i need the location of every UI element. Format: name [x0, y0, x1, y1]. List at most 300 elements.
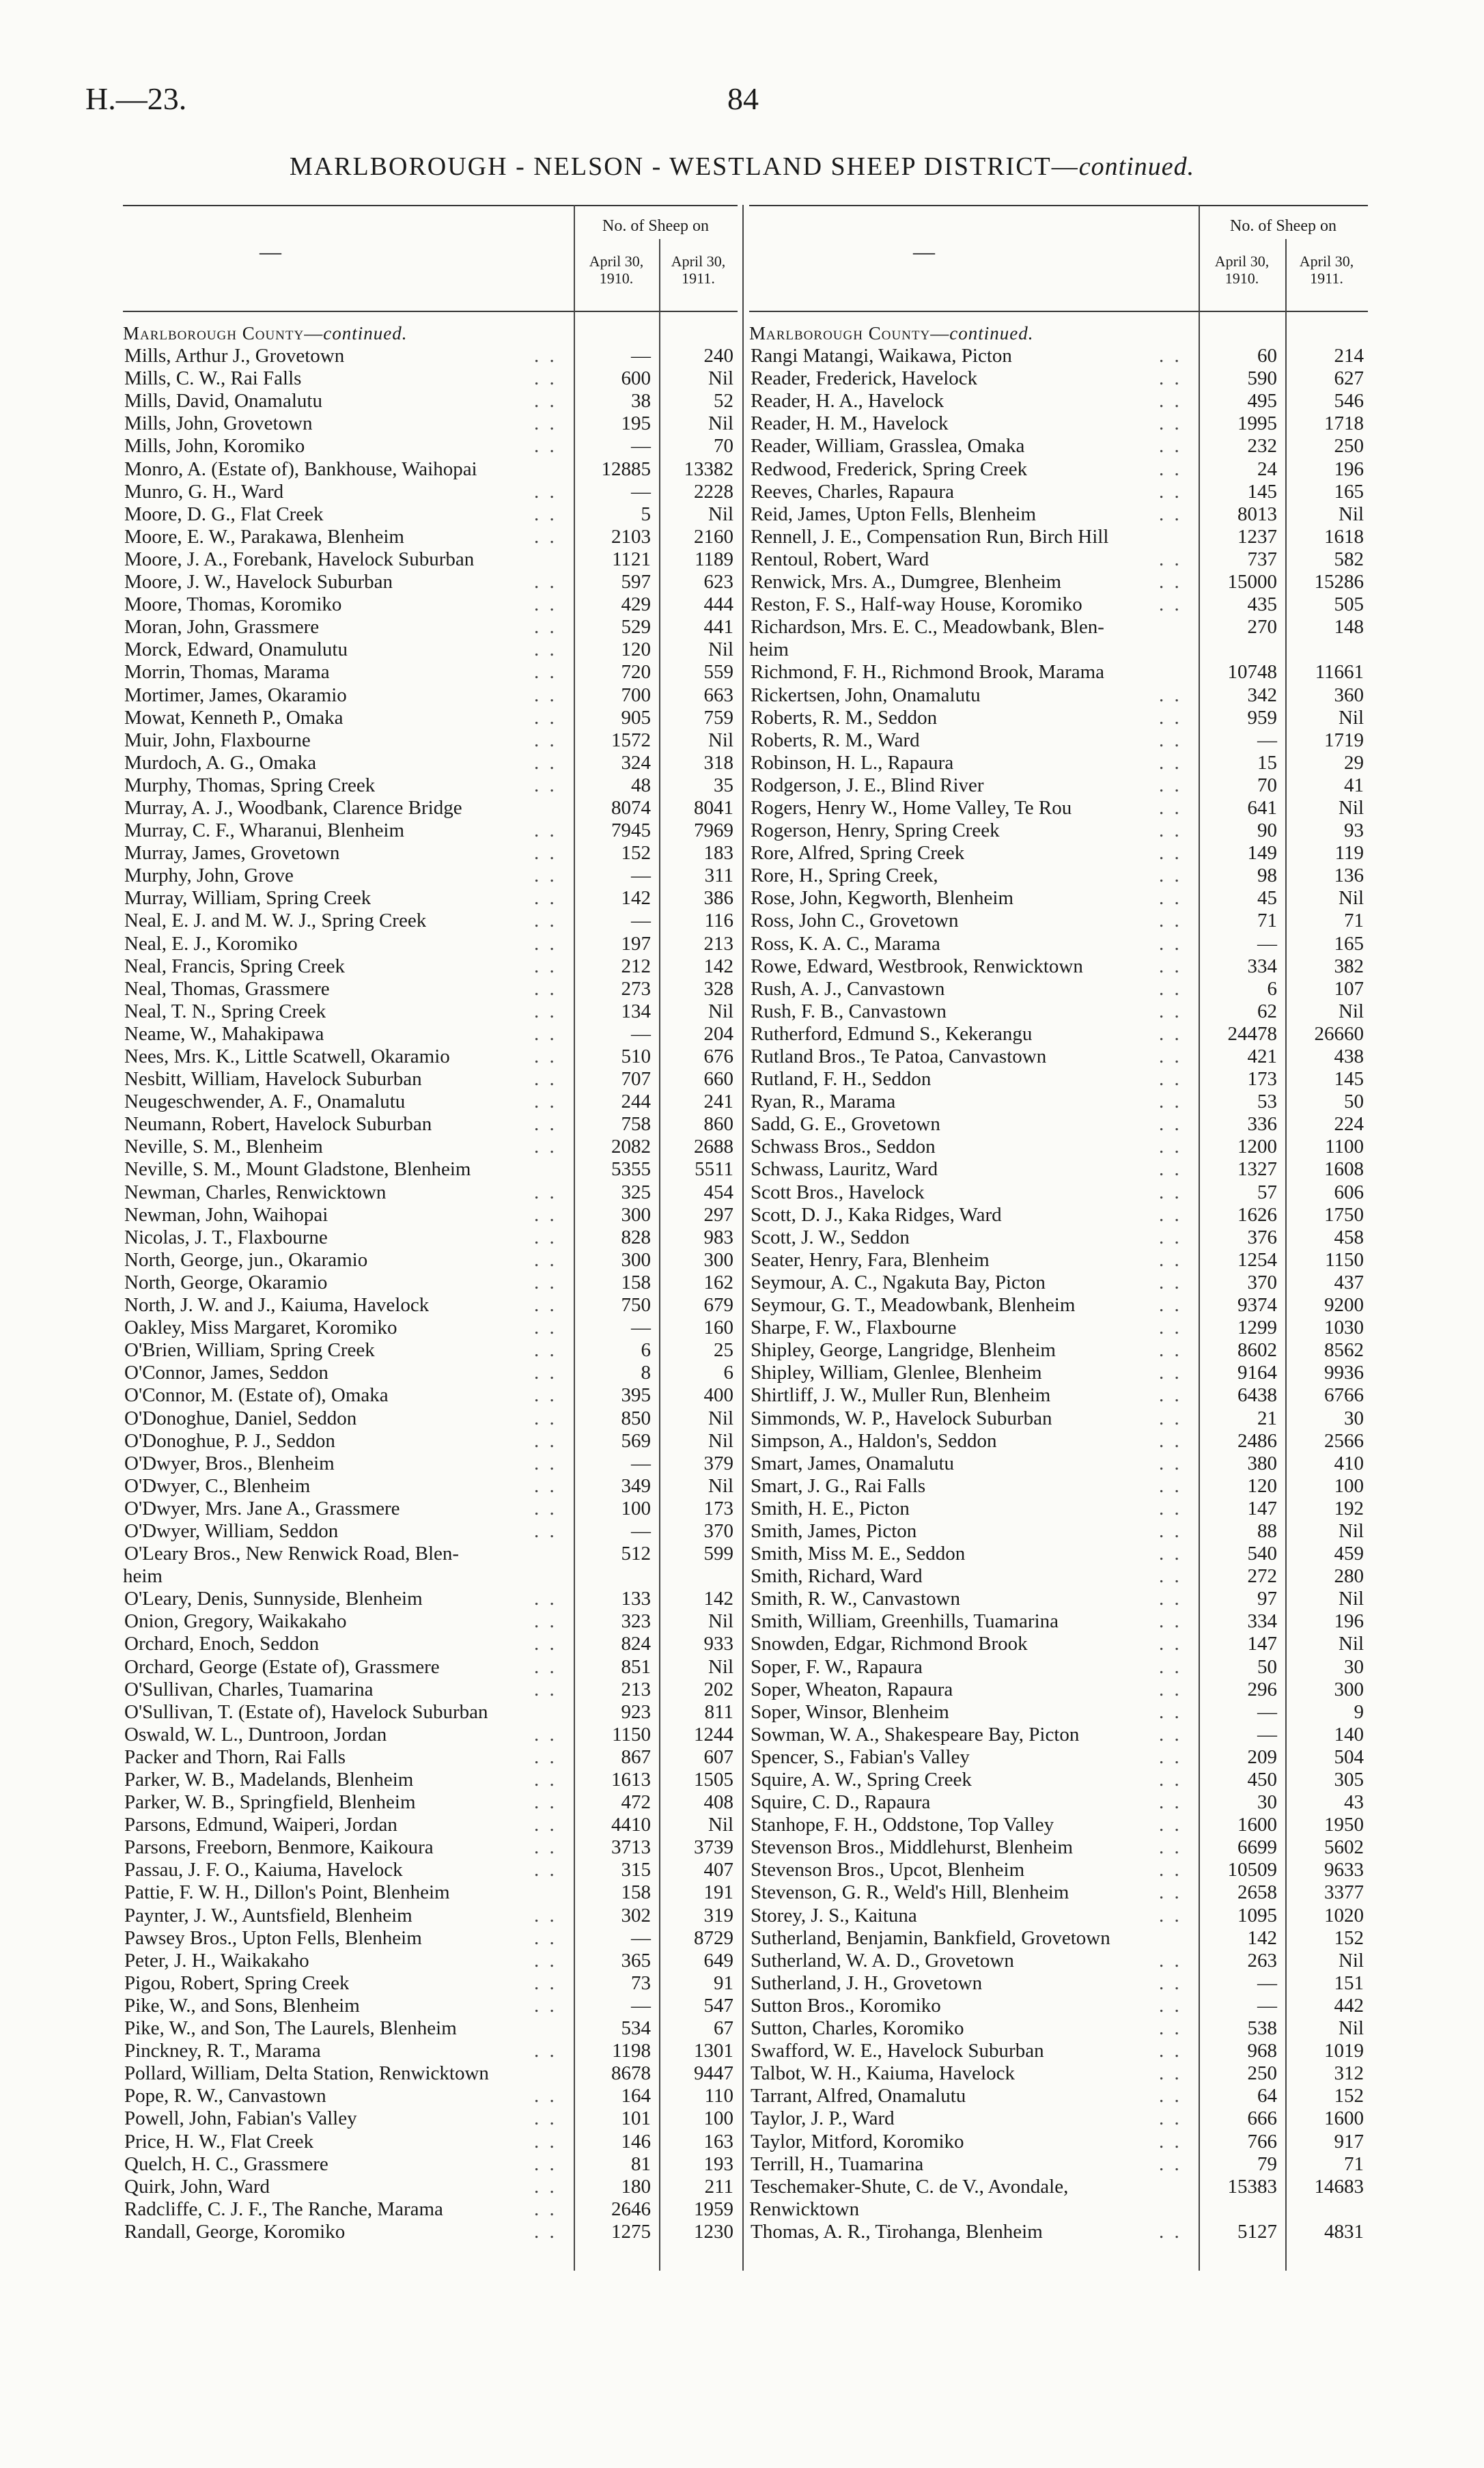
owner-name: Smith, Richard, Ward	[751, 1565, 923, 1588]
owner-name: Moore, E. W., Parakawa, Blenheim	[124, 525, 404, 548]
sheep-1911: 360	[1334, 684, 1364, 706]
sheep-1910: 750	[621, 1294, 651, 1317]
owner-name: Sutton, Charles, Koromiko	[751, 2017, 964, 2040]
owner-name: Spencer, S., Fabian's Valley	[751, 1745, 970, 1768]
table-row	[123, 1814, 738, 1836]
sheep-1910: 641	[1247, 796, 1277, 819]
leader-dots: . .	[1159, 706, 1182, 729]
leader-dots: . .	[534, 932, 557, 955]
table-row	[123, 1633, 738, 1655]
table-row	[123, 661, 738, 684]
leader-dots: . .	[534, 774, 557, 796]
owner-name: Pawsey Bros., Upton Fells, Blenheim	[124, 1926, 422, 1949]
owner-name: Robinson, H. L., Rapaura	[751, 751, 954, 774]
sheep-1910: —	[631, 1022, 651, 1045]
sheep-1911: Nil	[708, 1474, 733, 1497]
leader-dots: . .	[534, 1068, 557, 1091]
owner-name: Tarrant, Alfred, Onamalutu	[751, 2085, 966, 2107]
leader-dots: . .	[534, 1384, 557, 1407]
owner-name: Sharpe, F. W., Flaxbourne	[751, 1317, 957, 1339]
table-row	[123, 458, 738, 481]
sheep-1911: 459	[1334, 1543, 1364, 1565]
sheep-1911: 192	[1334, 1497, 1364, 1519]
sheep-1911: Nil	[708, 1655, 733, 1678]
sheep-1910: 380	[1247, 1452, 1277, 1474]
table-row	[749, 1679, 1368, 1701]
sheep-1911: 2688	[694, 1136, 733, 1158]
table-row	[749, 1633, 1368, 1655]
leader-dots: . .	[1159, 367, 1182, 390]
leader-dots: . .	[1159, 2153, 1182, 2175]
sheep-1911: 559	[703, 661, 733, 684]
sheep-1911: 370	[703, 1519, 733, 1542]
table-row	[123, 616, 738, 639]
owner-name: Passau, J. F. O., Kaiuma, Havelock	[124, 1859, 403, 1881]
leader-dots: . .	[534, 390, 557, 412]
sheep-1911: 1020	[1324, 1904, 1364, 1926]
table-row	[749, 1791, 1368, 1814]
leader-dots: . .	[534, 1836, 557, 1859]
owner-name: Radcliffe, C. J. F., The Ranche, Marama	[124, 2198, 443, 2220]
leader-dots: . .	[534, 2220, 557, 2243]
sheep-1911: 41	[1344, 774, 1364, 796]
leader-dots: . .	[534, 2107, 557, 2130]
sheep-1910: 232	[1247, 435, 1277, 458]
sheep-1911: 1608	[1324, 1158, 1364, 1181]
owner-name: Swafford, W. E., Havelock Suburban	[751, 2040, 1044, 2062]
sheep-1910: 336	[1247, 1113, 1277, 1136]
leader-dots: . .	[1159, 1700, 1182, 1723]
sheep-1910: —	[631, 865, 651, 887]
sheep-1910: —	[631, 480, 651, 503]
sheep-1911: 173	[703, 1497, 733, 1519]
owner-name: Taylor, J. P., Ward	[751, 2107, 895, 2130]
sheep-1910: 597	[621, 571, 651, 593]
year-1911-year: 1911.	[682, 270, 715, 287]
table-row	[749, 910, 1368, 932]
sheep-1910: 97	[1257, 1588, 1277, 1610]
owner-name: O'Dwyer, William, Seddon	[124, 1519, 339, 1542]
sheep-1911: 196	[1334, 458, 1364, 480]
table-row	[123, 1588, 738, 1610]
year-1911-date: April 30,	[1299, 253, 1354, 270]
sheep-1910: 195	[621, 412, 651, 435]
table-row	[749, 1814, 1368, 1836]
owner-name: Orchard, Enoch, Seddon	[124, 1633, 320, 1655]
sheep-1910: 1200	[1237, 1136, 1277, 1158]
owner-name: Murphy, Thomas, Spring Creek	[124, 774, 376, 796]
table-row	[749, 661, 1368, 684]
sheep-1910: —	[631, 1317, 651, 1339]
table-row	[749, 1362, 1368, 1384]
sheep-1911: Nil	[708, 1814, 733, 1836]
table-row	[123, 1204, 738, 1226]
owner-name: Murray, William, Spring Creek	[124, 887, 372, 910]
sheep-1910: 905	[621, 706, 651, 729]
owner-name: Ross, John C., Grovetown	[751, 910, 959, 932]
sheep-1910: 15	[1257, 751, 1277, 774]
sheep-1911: 408	[703, 1791, 733, 1814]
leader-dots: . .	[1159, 2017, 1182, 2040]
sheep-1910: 15000	[1227, 571, 1277, 593]
owner-name: Squire, A. W., Spring Creek	[751, 1769, 972, 1791]
owner-name: Price, H. W., Flat Creek	[124, 2130, 314, 2153]
table-row	[123, 1384, 738, 1407]
table-row	[123, 503, 738, 526]
sheep-1910: 325	[621, 1181, 651, 1203]
leader-dots: . .	[534, 910, 557, 932]
table-row	[123, 1113, 738, 1136]
sheep-1910: 472	[621, 1791, 651, 1814]
owner-name: Neal, E. J. and M. W. J., Spring Creek	[124, 910, 427, 932]
sheep-1911: 71	[1344, 2153, 1364, 2175]
owner-name: Moore, D. G., Flat Creek	[124, 503, 324, 525]
leader-dots: . .	[534, 1949, 557, 1972]
sheep-1910: 147	[1247, 1633, 1277, 1655]
owner-name: Thomas, A. R., Tirohanga, Blenheim	[751, 2220, 1043, 2243]
leader-dots: . .	[1159, 819, 1182, 842]
owner-name: Terrill, H., Tuamarina	[751, 2153, 924, 2175]
sheep-1911: 107	[1334, 977, 1364, 1000]
leader-dots: . .	[534, 1429, 557, 1452]
year-1911-year: 1911.	[1310, 270, 1343, 287]
owner-name: Rowe, Edward, Westbrook, Renwicktown	[751, 955, 1083, 977]
leader-dots: . .	[534, 480, 557, 503]
owner-name: Murphy, John, Grove	[124, 865, 294, 887]
owner-name: Snowden, Edgar, Richmond Brook	[751, 1633, 1028, 1655]
sheep-1910: 2646	[611, 2198, 651, 2220]
owner-name: Talbot, W. H., Kaiuma, Havelock	[751, 2062, 1015, 2085]
sheep-1910: 510	[621, 1046, 651, 1067]
table-row	[749, 458, 1368, 481]
table-row	[749, 616, 1368, 639]
table-row	[749, 1046, 1368, 1068]
table-row	[749, 1249, 1368, 1272]
leader-dots: . .	[1159, 1407, 1182, 1429]
title-main: MARLBOROUGH - NELSON - WESTLAND SHEEP DISTRICT—	[289, 152, 1079, 181]
sheep-1910: 334	[1247, 955, 1277, 977]
table-row	[123, 481, 738, 503]
leader-dots: . .	[1159, 1022, 1182, 1045]
table-row	[749, 1158, 1368, 1181]
table-row	[749, 1317, 1368, 1339]
sheep-1911: 311	[704, 865, 733, 887]
sheep-1911: 300	[703, 1248, 733, 1271]
owner-name: Monro, A. (Estate of), Bankhouse, Waihopai	[124, 458, 477, 480]
leader-dots: . .	[1159, 1610, 1182, 1633]
leader-dots: . .	[534, 1972, 557, 1994]
owner-name: Renwick, Mrs. A., Dumgree, Blenheim	[751, 571, 1062, 593]
table-row	[749, 978, 1368, 1000]
table-row	[749, 842, 1368, 865]
owner-name: Reid, James, Upton Fells, Blenheim	[751, 503, 1037, 525]
owner-name: Roberts, R. M., Seddon	[751, 706, 938, 729]
sheep-1910: 158	[621, 1881, 651, 1904]
sheep-1911: 2228	[694, 480, 733, 503]
leader-dots: . .	[534, 1317, 557, 1339]
sheep-1910: 5127	[1237, 2220, 1277, 2243]
sheep-1910: —	[631, 435, 651, 458]
sheep-1911: 1600	[1324, 2107, 1364, 2130]
table-row	[749, 412, 1368, 435]
table-row	[749, 819, 1368, 842]
leader-dots: . .	[534, 751, 557, 774]
leader-dots: . .	[534, 1046, 557, 1067]
sheep-1911: 454	[703, 1181, 733, 1203]
table-row	[123, 1859, 738, 1881]
sheep-1910: 495	[1247, 390, 1277, 412]
sheep-1911: 1505	[694, 1769, 733, 1791]
sheep-1911: Nil	[708, 1000, 733, 1022]
sheep-1910: 342	[1247, 684, 1277, 706]
owner-name: Moore, J. W., Havelock Suburban	[124, 571, 393, 593]
owner-name: Stevenson, G. R., Weld's Hill, Blenheim	[751, 1881, 1069, 1904]
table-row	[123, 1881, 738, 1904]
sheep-1910: 250	[1247, 2062, 1277, 2085]
owner-name: Smart, J. G., Rai Falls	[751, 1474, 926, 1497]
leader-dots: . .	[534, 706, 557, 729]
leader-dots: . .	[534, 1655, 557, 1678]
table-row	[123, 2176, 738, 2198]
leader-dots: . .	[1159, 1972, 1182, 1994]
owner-name: Oswald, W. L., Duntroon, Jordan	[124, 1723, 387, 1745]
leader-dots: . .	[1159, 1565, 1182, 1588]
leader-dots: . .	[534, 593, 557, 616]
leader-dots: . .	[534, 684, 557, 706]
table-row	[749, 2198, 1368, 2221]
sheep-1911: 1230	[694, 2220, 733, 2243]
sheep-1910: 9374	[1237, 1294, 1277, 1317]
owner-name: Pollard, William, Delta Station, Renwicktown	[124, 2062, 489, 2085]
sheep-1910: 828	[621, 1226, 651, 1248]
owner-name: Seymour, G. T., Meadowbank, Blenheim	[751, 1294, 1076, 1317]
sheep-1911: 1150	[1325, 1248, 1364, 1271]
owner-name: O'Sullivan, T. (Estate of), Havelock Suburban	[124, 1700, 488, 1723]
table-row	[749, 2062, 1368, 2085]
leader-dots: . .	[534, 1474, 557, 1497]
sheep-1910: 4410	[611, 1814, 651, 1836]
sheep-1910: 30	[1257, 1791, 1277, 1814]
leader-dots: . .	[534, 1519, 557, 1542]
leader-dots: . .	[534, 1859, 557, 1881]
table-row	[123, 1475, 738, 1498]
leader-dots: . .	[534, 1203, 557, 1226]
owner-name: Schwass Bros., Seddon	[751, 1136, 936, 1158]
leader-dots: . .	[1159, 1113, 1182, 1136]
sheep-1910: 323	[621, 1610, 651, 1633]
sheep-1910: 145	[1247, 480, 1277, 503]
sheep-1911: 300	[1334, 1678, 1364, 1700]
sheep-1911: 7969	[694, 819, 733, 842]
leader-dots: . .	[1159, 2040, 1182, 2062]
owner-name: Moore, J. A., Forebank, Havelock Suburban	[124, 548, 475, 570]
owner-name: Murray, C. F., Wharanui, Blenheim	[124, 819, 405, 842]
leader-dots: . .	[1159, 1769, 1182, 1791]
table-row	[123, 1543, 738, 1565]
leader-dots: . .	[1159, 1633, 1182, 1655]
sheep-1911: 35	[714, 774, 733, 796]
table-row	[123, 526, 738, 548]
sheep-1910: —	[1257, 1972, 1277, 1994]
leader-dots: . .	[1159, 1655, 1182, 1678]
leader-dots: . .	[1159, 1519, 1182, 1542]
table-row	[749, 729, 1368, 752]
table-row	[749, 1588, 1368, 1610]
owner-name: Pattie, F. W. H., Dillon's Point, Blenheim	[124, 1881, 450, 1904]
sheep-1910: 134	[621, 1000, 651, 1022]
owner-name: Rutland Bros., Te Patoa, Canvastown	[751, 1046, 1047, 1067]
sheep-1911: 193	[703, 2153, 733, 2175]
owner-name: Taylor, Mitford, Koromiko	[751, 2130, 964, 2153]
owner-name: Murdoch, A. G., Omaka	[124, 751, 317, 774]
leader-dots: . .	[534, 1294, 557, 1317]
table-row	[749, 2107, 1368, 2130]
sheep-1911: 382	[1334, 955, 1364, 977]
sheep-1911: 1719	[1324, 729, 1364, 751]
table-row	[123, 1972, 738, 1995]
owner-name: Renwicktown	[749, 2198, 860, 2220]
year-1910-date: April 30,	[1214, 253, 1270, 270]
table-row	[749, 367, 1368, 390]
sheep-1910: 1198	[612, 2040, 651, 2062]
year-1910-year: 1910.	[599, 270, 634, 287]
table-row	[749, 1339, 1368, 1362]
sheep-1911: 1718	[1324, 412, 1364, 435]
sheep-1910: 273	[621, 977, 651, 1000]
leader-dots: . .	[1159, 1859, 1182, 1881]
owner-name: North, J. W. and J., Kaiuma, Havelock	[124, 1294, 430, 1317]
header-dash: —	[260, 239, 281, 264]
table-row	[123, 548, 738, 571]
table-row	[123, 1249, 738, 1272]
sheep-1910: 7945	[611, 819, 651, 842]
sheep-1910: 120	[621, 639, 651, 661]
sheep-1910: 867	[621, 1745, 651, 1768]
owner-name: Nesbitt, William, Havelock Suburban	[124, 1068, 422, 1091]
sheep-1910: 70	[1257, 774, 1277, 796]
table-row	[749, 1294, 1368, 1317]
table-row	[123, 1679, 738, 1701]
table-row	[749, 1520, 1368, 1543]
leader-dots: . .	[1159, 1836, 1182, 1859]
sheep-1910: 1121	[612, 548, 651, 570]
owner-name: Pope, R. W., Canvastown	[124, 2085, 326, 2107]
sheep-1911: 116	[704, 910, 733, 932]
leader-dots: . .	[1159, 1136, 1182, 1158]
sheep-1910: 450	[1247, 1769, 1277, 1791]
header-dash: —	[913, 239, 935, 264]
sheep-1910: 1600	[1237, 1814, 1277, 1836]
sheep-1911: 280	[1334, 1565, 1364, 1588]
sheep-1910: 538	[1247, 2017, 1277, 2040]
leader-dots: . .	[534, 503, 557, 525]
sheep-1910: 142	[621, 887, 651, 910]
sheep-1910: 590	[1247, 367, 1277, 390]
owner-name: Pinckney, R. T., Marama	[124, 2040, 321, 2062]
column-header	[123, 205, 738, 311]
leader-dots: . .	[1159, 1294, 1182, 1317]
owner-name: Neal, E. J., Koromiko	[124, 932, 298, 955]
leader-dots: . .	[1159, 1317, 1182, 1339]
sheep-1910: 1237	[1237, 525, 1277, 548]
table-row	[123, 1724, 738, 1746]
sheep-1911: 91	[714, 1972, 733, 1994]
leader-dots: . .	[1159, 548, 1182, 570]
owner-name: Stevenson Bros., Middlehurst, Blenheim	[751, 1836, 1074, 1859]
sheep-1910: 120	[1247, 1474, 1277, 1497]
sheep-1911: 860	[703, 1113, 733, 1136]
sheep-1910: 737	[1247, 548, 1277, 570]
owner-name: Rush, F. B., Canvastown	[751, 1000, 947, 1022]
owner-name: O'Sullivan, Charles, Tuamarina	[124, 1678, 374, 1700]
owner-name: O'Brien, William, Spring Creek	[124, 1339, 375, 1362]
sheep-1911: 407	[703, 1859, 733, 1881]
table-row	[749, 1905, 1368, 1927]
sheep-1911: 676	[703, 1046, 733, 1067]
table-row	[123, 412, 738, 435]
sheep-1910: 79	[1257, 2153, 1277, 2175]
year-1911-header	[659, 253, 738, 287]
sheep-1911: Nil	[708, 367, 733, 390]
leader-dots: . .	[1159, 910, 1182, 932]
sheep-1911: 165	[1334, 932, 1364, 955]
leader-dots: . .	[534, 1926, 557, 1949]
table-row	[749, 639, 1368, 661]
table-row	[123, 707, 738, 729]
leader-dots: . .	[534, 367, 557, 390]
owner-name: Rogerson, Henry, Spring Creek	[751, 819, 1000, 842]
sheep-1910: 57	[1257, 1181, 1277, 1203]
table-row	[123, 367, 738, 390]
sheep-1910: 1626	[1237, 1203, 1277, 1226]
table-row	[749, 955, 1368, 978]
leader-dots: . .	[1159, 1543, 1182, 1565]
owner-name: Smith, William, Greenhills, Tuamarina	[751, 1610, 1059, 1633]
table-row	[749, 1272, 1368, 1294]
sheep-count-label: No. of Sheep on	[1230, 217, 1336, 235]
owner-name: Parker, W. B., Springfield, Blenheim	[124, 1791, 416, 1814]
table-row	[123, 1565, 738, 1588]
sheep-1910: 707	[621, 1068, 651, 1091]
owner-name: Quelch, H. C., Grassmere	[124, 2153, 328, 2175]
table-row	[123, 774, 738, 797]
table-row	[123, 819, 738, 842]
sheep-1911: 442	[1334, 1994, 1364, 2017]
leader-dots: . .	[534, 1678, 557, 1700]
sheep-1910: —	[631, 1926, 651, 1949]
owner-name: Pigou, Robert, Spring Creek	[124, 1972, 350, 1994]
owner-name: Munro, G. H., Ward	[124, 480, 284, 503]
table-row	[123, 2131, 738, 2153]
leader-dots: . .	[1159, 503, 1182, 525]
owner-name: Shipley, William, Glenlee, Blenheim	[751, 1362, 1042, 1384]
sheep-1911: 224	[1334, 1113, 1364, 1136]
owner-name: Sutton Bros., Koromiko	[751, 1994, 941, 2017]
table-row	[123, 1430, 738, 1453]
sheep-1911: 649	[703, 1949, 733, 1972]
sheep-1910: 959	[1247, 706, 1277, 729]
owner-name: Sutherland, Benjamin, Bankfield, Grovetown	[751, 1926, 1110, 1949]
sheep-1910: 968	[1247, 2040, 1277, 2062]
sheep-1910: 3713	[611, 1836, 651, 1859]
sheep-1910: 15383	[1227, 2175, 1277, 2198]
leader-dots: . .	[534, 661, 557, 684]
sheep-1911: 6766	[1324, 1384, 1364, 1407]
table-row	[749, 2131, 1368, 2153]
sheep-1911: 1301	[694, 2040, 733, 2062]
owner-name: Peter, J. H., Waikakaho	[124, 1949, 309, 1972]
sheep-1911: 3377	[1324, 1881, 1364, 1904]
